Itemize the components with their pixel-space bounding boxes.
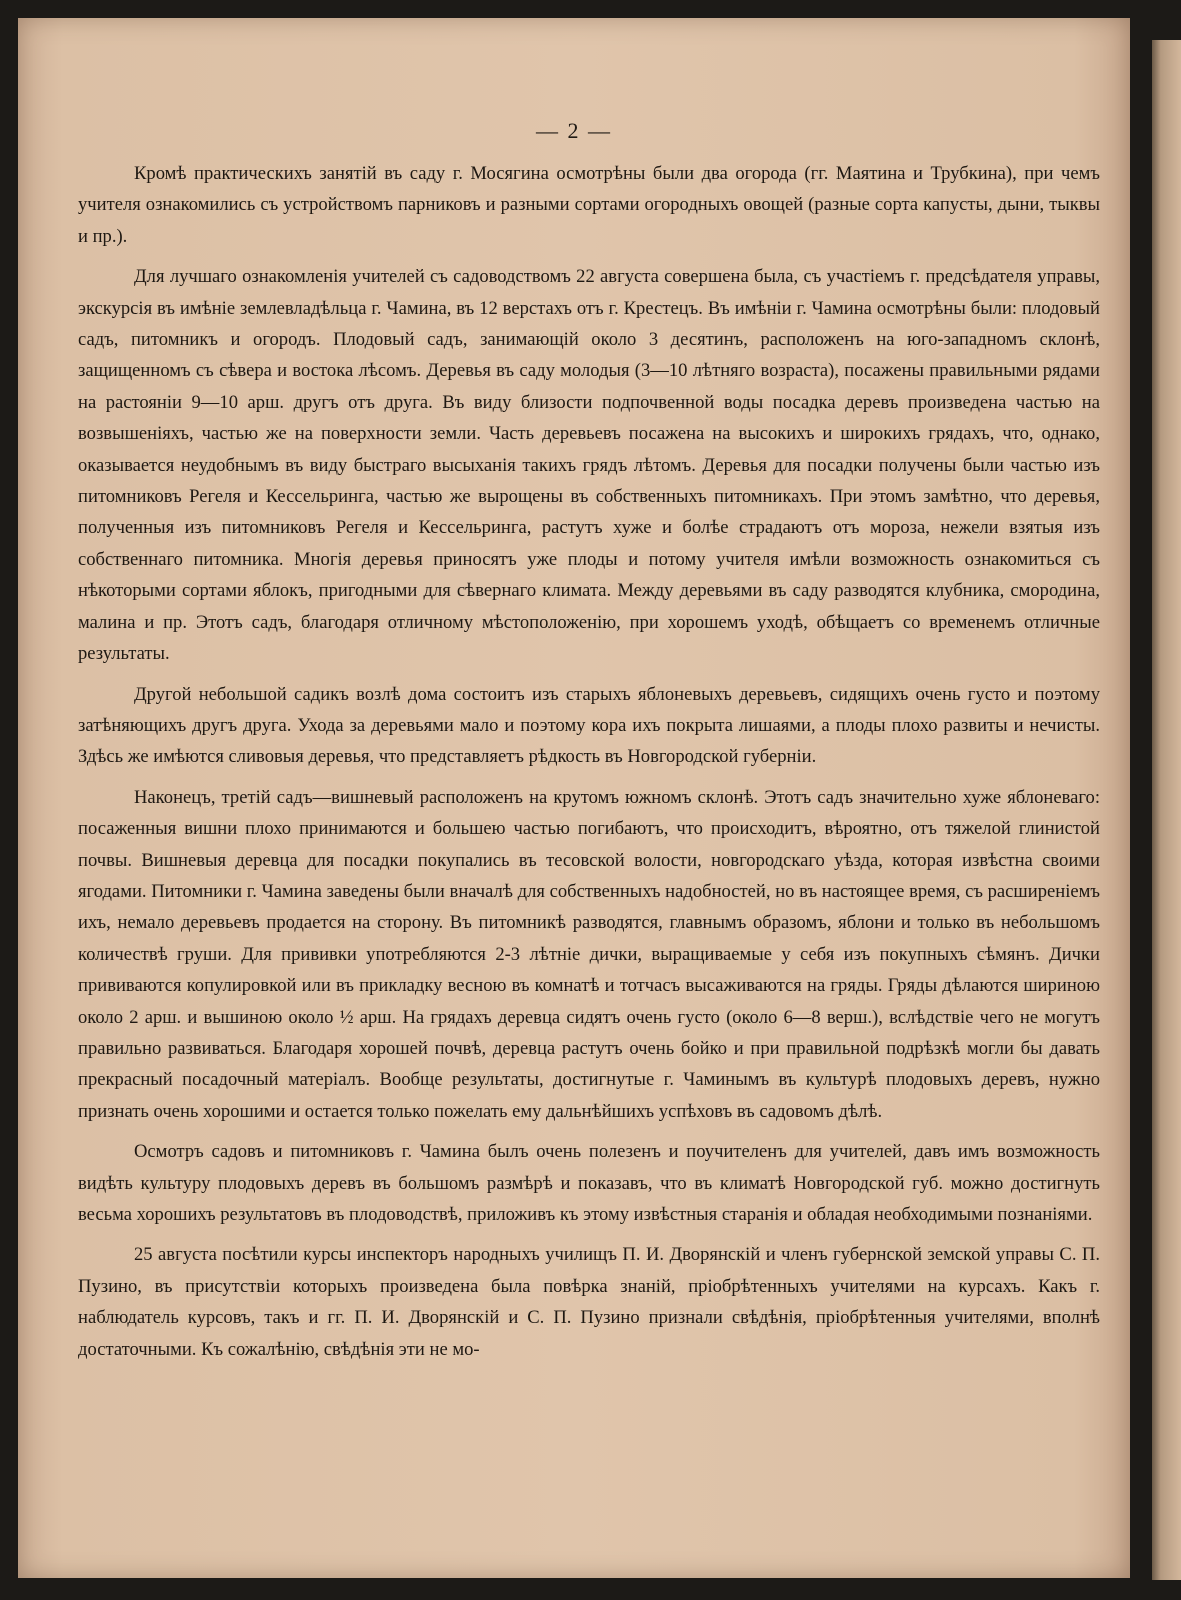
paragraph-6: 25 августа посѣтили курсы инспекторъ народныхъ училищъ П. И. Дворянскій и членъ губернской земской управы С. П. Пузино, въ присутствіи которыхъ произведена была повѣрка знаній, пріобрѣтенныхъ учителями на курсахъ. Какъ г. наблюдатель курсовъ, такъ и гг. П. И. Дворянскій и С. П. Пузино признали свѣдѣнія, пріобрѣтенныя учителями, вполнѣ достаточными. Къ сожалѣнію, свѣдѣнія эти не мо- bbox=[78, 1244, 1100, 1360]
paragraph-1: Кромѣ практическихъ занятій въ саду г. Мосягина осмотрѣны были два огорода (гг. Маятина и Трубкина), при чемъ учителя ознакомились съ устройствомъ парниковъ и разными сортами огородныхъ овощей (разные сорта капусты, дыни, тыквы и пр.). bbox=[78, 163, 1100, 247]
scanned-page bbox=[18, 18, 1130, 1578]
body-text bbox=[78, 158, 1100, 1374]
paragraph-3: Другой небольшой садикъ возлѣ дома состоитъ изъ старыхъ яблоневыхъ деревьевъ, сидящихъ очень густо и поэтому затѣняющихъ другъ друга. Ухода за деревьями мало и поэтому кора ихъ покрыта лишаями, а плоды плохо развиты и нечисты. Здѣсь же имѣются сливовыя деревья, что представляетъ рѣдкость въ Новгородской губерніи. bbox=[78, 683, 1100, 768]
adjacent-page-edge bbox=[1152, 40, 1181, 1580]
paragraph-4: Наконецъ, третій садъ—вишневый расположенъ на крутомъ южномъ склонѣ. Этотъ садъ значительно хуже яблоневаго: посаженныя вишни плохо принимаются и большею частью погибаютъ, что происходитъ, вѣроятно, отъ тяжелой глинистой почвы. Вишневыя деревца для посадки покупались въ тесовской волости, новгородскаго уѣзда, которая извѣстна своими ягодами. Питомники г. Чамина заведены были вначалѣ для собственныхъ надобностей, но въ настоящее время, съ расширеніемъ ихъ, немало деревьевъ продается на сторону. Въ питомникѣ разводятся, главнымъ образомъ, яблони и только въ небольшомъ количествѣ груши. Для прививки употребляются 2-3 лѣтніе дички, выращиваемые у себя изъ покупныхъ сѣмянъ. Дички прививаются копулировкой или въ прикладку весною въ комнатѣ и тотчасъ высаживаются на гряды. Гряды дѣлаются шириною около 2 арш. и вышиною около ½ арш. На грядахъ деревца сидятъ очень густо (около 6—8 верш.), вслѣдствіе чего не могутъ правильно развиваться. Благодаря хорошей почвѣ, деревца растутъ очень бойко и при правильной подрѣзкѣ могли бы давать прекрасный посадочный матеріалъ. Вообще результаты, достигнутые г. Чаминымъ въ культурѣ плодовыхъ деревъ, нужно признать очень хорошими и остается только пожелать ему дальнѣйшихъ успѣховъ въ садовомъ дѣлѣ. bbox=[78, 786, 1100, 1122]
paragraph-5: Осмотръ садовъ и питомниковъ г. Чамина былъ очень полезенъ и поучителенъ для учителей, давъ имъ возможность видѣть культуру плодовыхъ деревъ въ большомъ размѣрѣ и показавъ, что въ климатѣ Новгородской губ. можно достигнуть весьма хорошихъ результатовъ въ плодоводствѣ, приложивъ къ этому извѣстныя старанія и обладая необходимыми познаніями. bbox=[78, 1141, 1100, 1225]
page-number: — 2 — bbox=[536, 118, 612, 143]
paragraph-2: Для лучшаго ознакомленія учителей съ садоводствомъ 22 августа совершена была, съ участіемъ г. предсѣдателя управы, экскурсія въ имѣніе землевладѣльца г. Чамина, въ 12 верстахъ отъ г. Крестецъ. Въ имѣніи г. Чамина осмотрѣны были: плодовый садъ, питомникъ и огородъ. Плодовый садъ, занимающій около 3 десятинъ, расположенъ на юго-западномъ склонѣ, защищенномъ съ сѣвера и востока лѣсомъ. Деревья въ саду молодыя (3—10 лѣтняго возраста), посажены правильными рядами на растояніи 9—10 арш. другъ отъ друга. Въ виду близости подпочвенной воды посадка деревъ произведена частью на возвышеніяхъ, частью же на поверхности земли. Часть деревьевъ посажена на высокихъ и широкихъ грядахъ, что, однако, оказывается неудобнымъ въ виду быстраго высыханія такихъ грядъ лѣтомъ. Деревья для посадки получены были частью изъ питомниковъ Регеля и Кессельринга, частью же вырощены въ собственныхъ питомникахъ. При этомъ замѣтно, что деревья, полученныя изъ питомниковъ Регеля и Кессельринга, растутъ хуже и болѣе страдаютъ отъ мороза, нежели взятыя изъ собственнаго питомника. Многія деревья приносятъ уже плоды и потому учителя имѣли возможность ознакомиться съ нѣкоторыми сортами яблокъ, пригодными для сѣвернаго климата. Между деревьями въ саду разводятся клубника, смородина, малина и пр. Этотъ садъ, благодаря отличному мѣстоположенію, при хорошемъ уходѣ, обѣщаетъ со временемъ отличные результаты. bbox=[78, 266, 1100, 665]
